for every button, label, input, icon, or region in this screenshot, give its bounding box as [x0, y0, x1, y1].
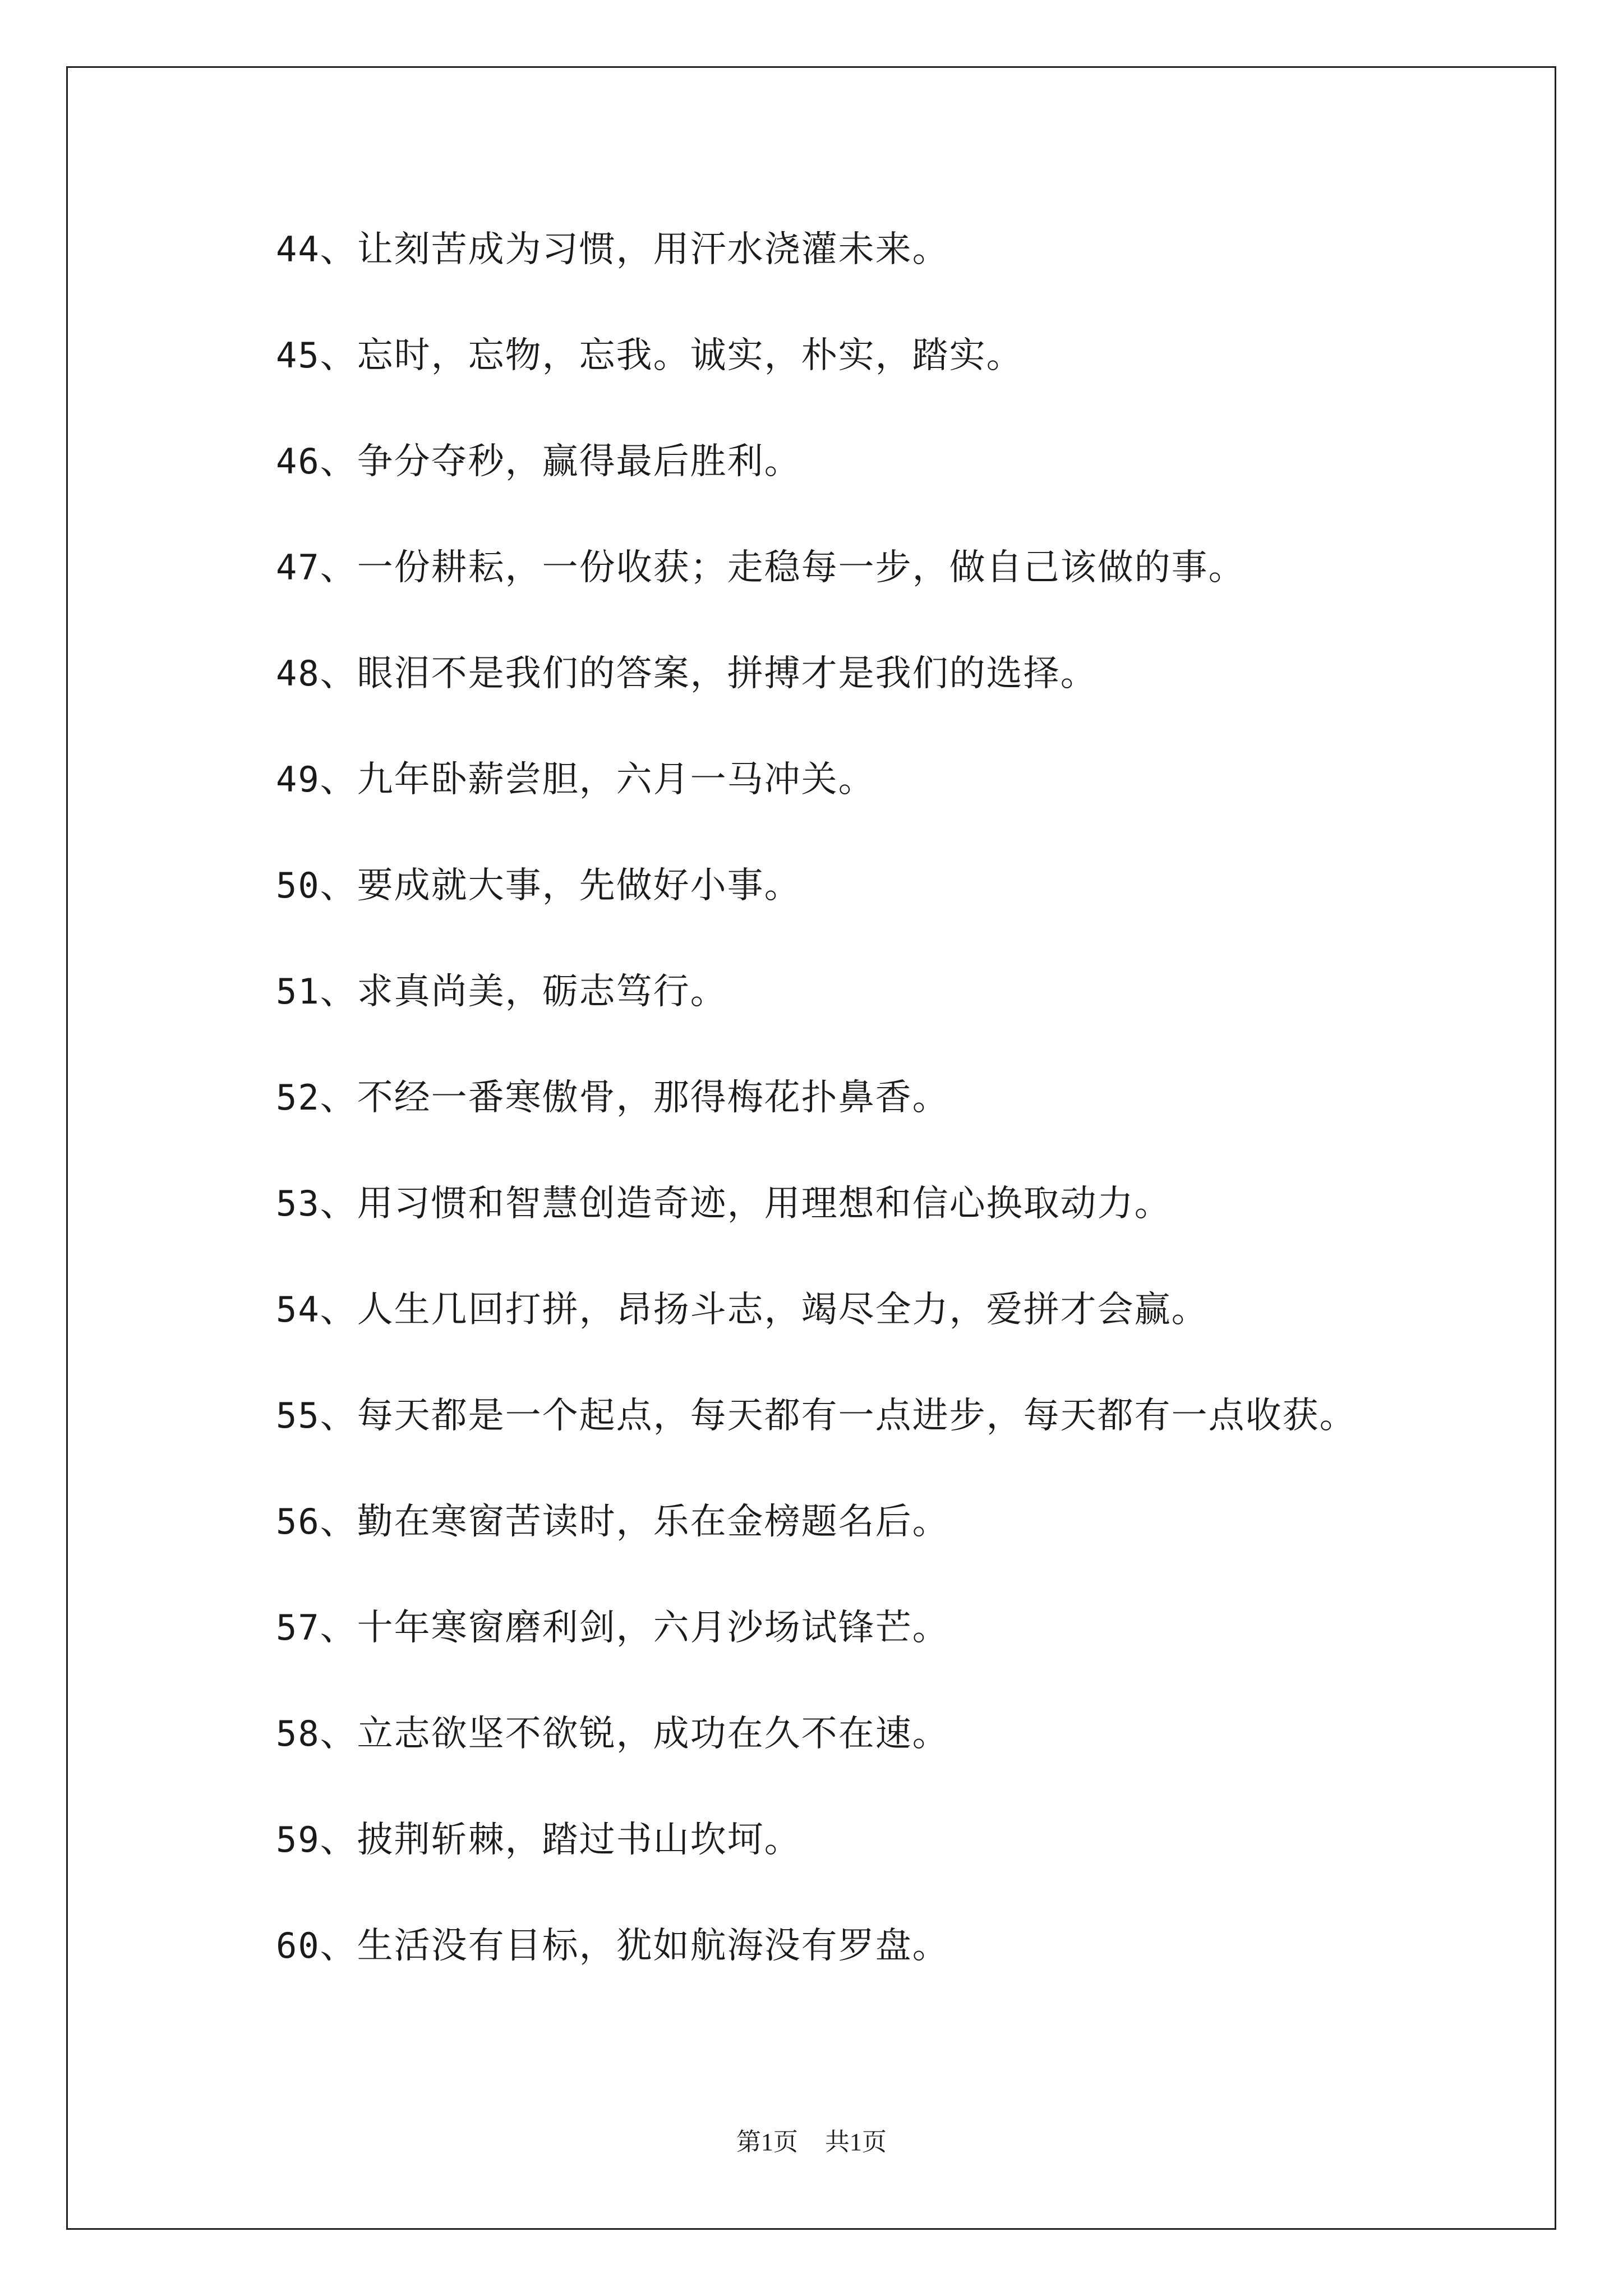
page-footer: [0, 2128, 1623, 2157]
item-text: 、人生几回打拼，昂扬斗志，竭尽全力，爱拼才会赢。: [320, 1289, 1209, 1331]
page-number: 第1页: [736, 2128, 798, 2156]
list-item: [276, 1181, 1521, 1287]
item-text: 、立志欲坚不欲锐，成功在久不在速。: [320, 1713, 949, 1755]
item-number: 53: [276, 1183, 320, 1224]
item-number: 49: [276, 759, 320, 800]
item-text: 、让刻苦成为习惯，用汗水浇灌未来。: [320, 229, 949, 270]
item-number: 55: [276, 1395, 320, 1436]
item-text: 、生活没有目标，犹如航海没有罗盘。: [320, 1925, 949, 1967]
list-item: [276, 1499, 1521, 1605]
item-number: 59: [276, 1819, 320, 1860]
item-text: 、用习惯和智慧创造奇迹，用理想和信心换取动力。: [320, 1183, 1172, 1225]
list-item: [276, 1711, 1521, 1818]
list-item: [276, 651, 1521, 757]
list-item: [276, 1287, 1521, 1393]
item-text: 、眼泪不是我们的答案，拼搏才是我们的选择。: [320, 653, 1098, 694]
item-number: 51: [276, 971, 320, 1012]
item-text: 、不经一番寒傲骨，那得梅花扑鼻香。: [320, 1077, 949, 1119]
list-item: [276, 1818, 1521, 1924]
item-text: 、求真尚美，砺志笃行。: [320, 971, 727, 1013]
item-text: 、争分夺秒，赢得最后胜利。: [320, 441, 801, 482]
item-text: 、披荆斩棘，踏过书山坎坷。: [320, 1819, 801, 1861]
list-item: [276, 1075, 1521, 1181]
list-item: [276, 1393, 1521, 1499]
item-number: 58: [276, 1713, 320, 1754]
item-number: 50: [276, 865, 320, 906]
item-text: 、勤在寒窗苦读时，乐在金榜题名后。: [320, 1501, 949, 1543]
list-item: [276, 757, 1521, 863]
list-item: [276, 439, 1521, 545]
item-number: 47: [276, 547, 320, 588]
item-text: 、九年卧薪尝胆，六月一马冲关。: [320, 759, 875, 800]
item-number: 46: [276, 441, 320, 482]
item-number: 44: [276, 229, 320, 270]
item-text: 、忘时，忘物，忘我。诚实，朴实，踏实。: [320, 335, 1023, 376]
item-text: 、要成就大事，先做好小事。: [320, 865, 801, 907]
list-item: [276, 969, 1521, 1075]
quote-list: [276, 227, 1521, 2030]
page-count: 共1页: [825, 2128, 887, 2156]
list-item: [276, 863, 1521, 969]
list-item: [276, 1924, 1521, 2030]
item-text: 、每天都是一个起点，每天都有一点进步，每天都有一点收获。: [320, 1395, 1357, 1437]
item-number: 56: [276, 1501, 320, 1542]
item-text: 、十年寒窗磨利剑，六月沙场试锋芒。: [320, 1607, 949, 1649]
item-text: 、一份耕耘，一份收获；走稳每一步，做自己该做的事。: [320, 547, 1246, 588]
item-number: 57: [276, 1607, 320, 1648]
list-item: [276, 545, 1521, 651]
item-number: 52: [276, 1077, 320, 1118]
item-number: 60: [276, 1925, 320, 1966]
item-number: 45: [276, 335, 320, 376]
item-number: 48: [276, 653, 320, 694]
list-item: [276, 227, 1521, 333]
item-number: 54: [276, 1289, 320, 1330]
list-item: [276, 333, 1521, 439]
list-item: [276, 1605, 1521, 1711]
